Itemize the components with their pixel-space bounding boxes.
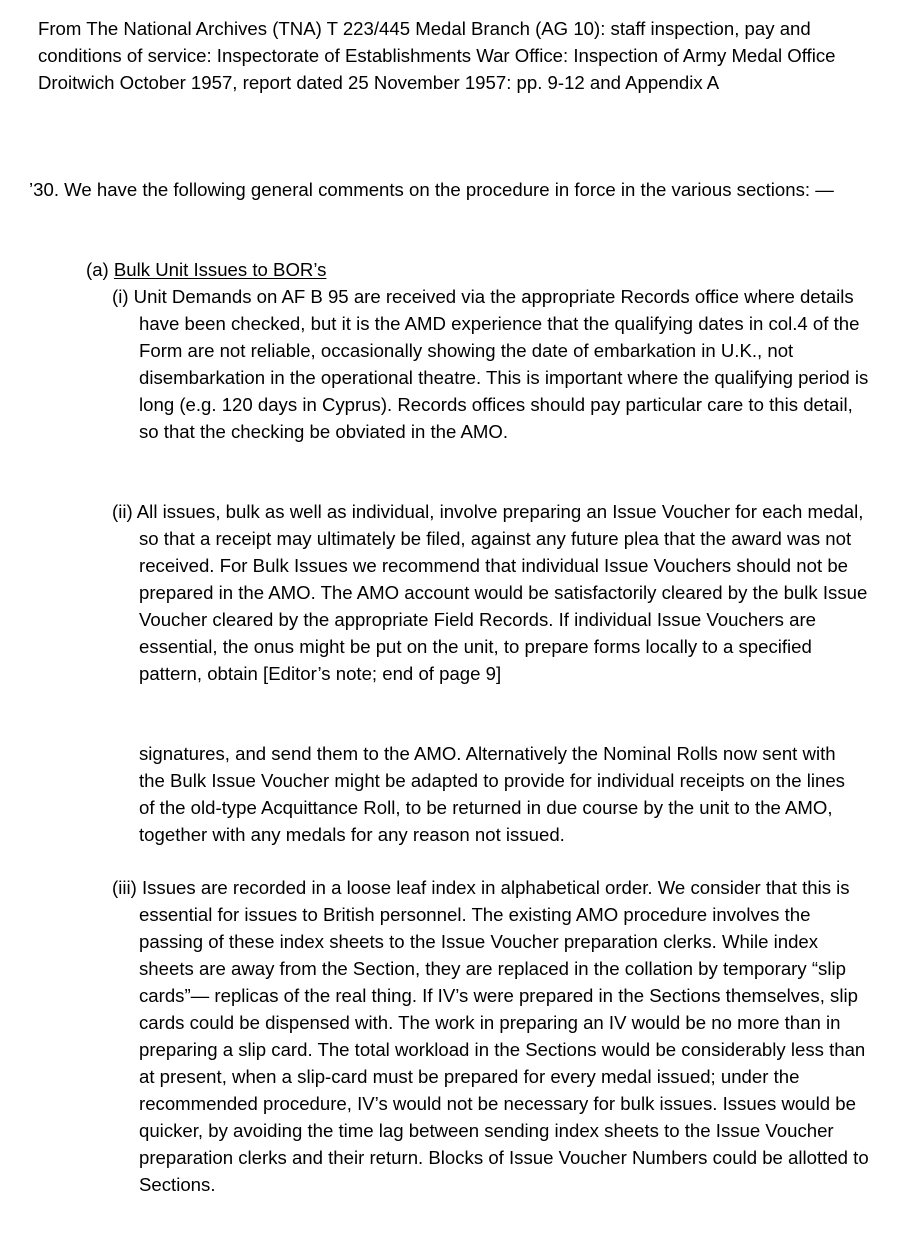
section-a-title: Bulk Unit Issues to BOR’s [113, 259, 327, 280]
section-a-label: (a) [86, 259, 114, 280]
item-i-paragraph: (i) Unit Demands on AF B 95 are received via the appropriate Records office where details have been checked, but it is the AMD experience that the qualifying dates in col.4 of the Form are not reliable, occasionally showing the date of embarkation in U.K., not disembarkation in the operational theatre. This is important where the qualifying period is long (e.g. 120 days in Cyprus). Records offices should pay particular care to this detail, so that the checking be obviated in the AMO. [112, 286, 869, 442]
section-a-heading [86, 256, 326, 283]
source-citation: From The National Archives (TNA) T 223/445 Medal Branch (AG 10): staff inspection, pay and conditions of service: Inspectorate of Establishments War Office: Inspection of Army Medal Office Droitwich October 1957, report dated 25 November 1957: pp. 9-12 and Appendix A [38, 18, 836, 93]
item-ii-paragraph: (ii) All issues, bulk as well as individual, involve preparing an Issue Voucher for each medal, so that a receipt may ultimately be filed, against any future plea that the award was not received. For Bulk Issues we recommend that individual Issue Vouchers should not be prepared in the AMO. The AMO account would be satisfactorily cleared by the bulk Issue Voucher cleared by the appropriate Field Records. If individual Issue Vouchers are essential, the onus might be put on the unit, to prepare forms locally to a specified pattern, obtain [Editor’s note; end of page 9] [112, 501, 868, 684]
intro-paragraph: ’30. We have the following general comments on the procedure in force in the various sections: — [29, 179, 834, 200]
item-iii-paragraph: (iii) Issues are recorded in a loose leaf index in alphabetical order. We consider that this is essential for issues to British personnel. The existing AMO procedure involves the passing of these index sheets to the Issue Voucher preparation clerks. While index sheets are away from the Section, they are replaced in the collation by temporary “slip cards”— replicas of the real thing. If IV’s were prepared in the Sections themselves, slip cards could be dispensed with. The work in preparing an IV would be no more than in preparing a slip card. The total workload in the Sections would be considerably less than at present, when a slip-card must be prepared for every medal issued; under the recommended procedure, IV’s would not be necessary for bulk issues. Issues would be quicker, by avoiding the time lag between sending index sheets to the Issue Voucher preparation clerks and their return. Blocks of Issue Voucher Numbers could be allotted to Sections. [112, 877, 869, 1195]
item-ii-continuation-paragraph: signatures, and send them to the AMO. Alternatively the Nominal Rolls now sent with the Bulk Issue Voucher might be adapted to provide for individual receipts on the lines of the old-type Acquittance Roll, to be returned in due course by the unit to the AMO, together with any medals for any reason not issued. [139, 743, 845, 845]
